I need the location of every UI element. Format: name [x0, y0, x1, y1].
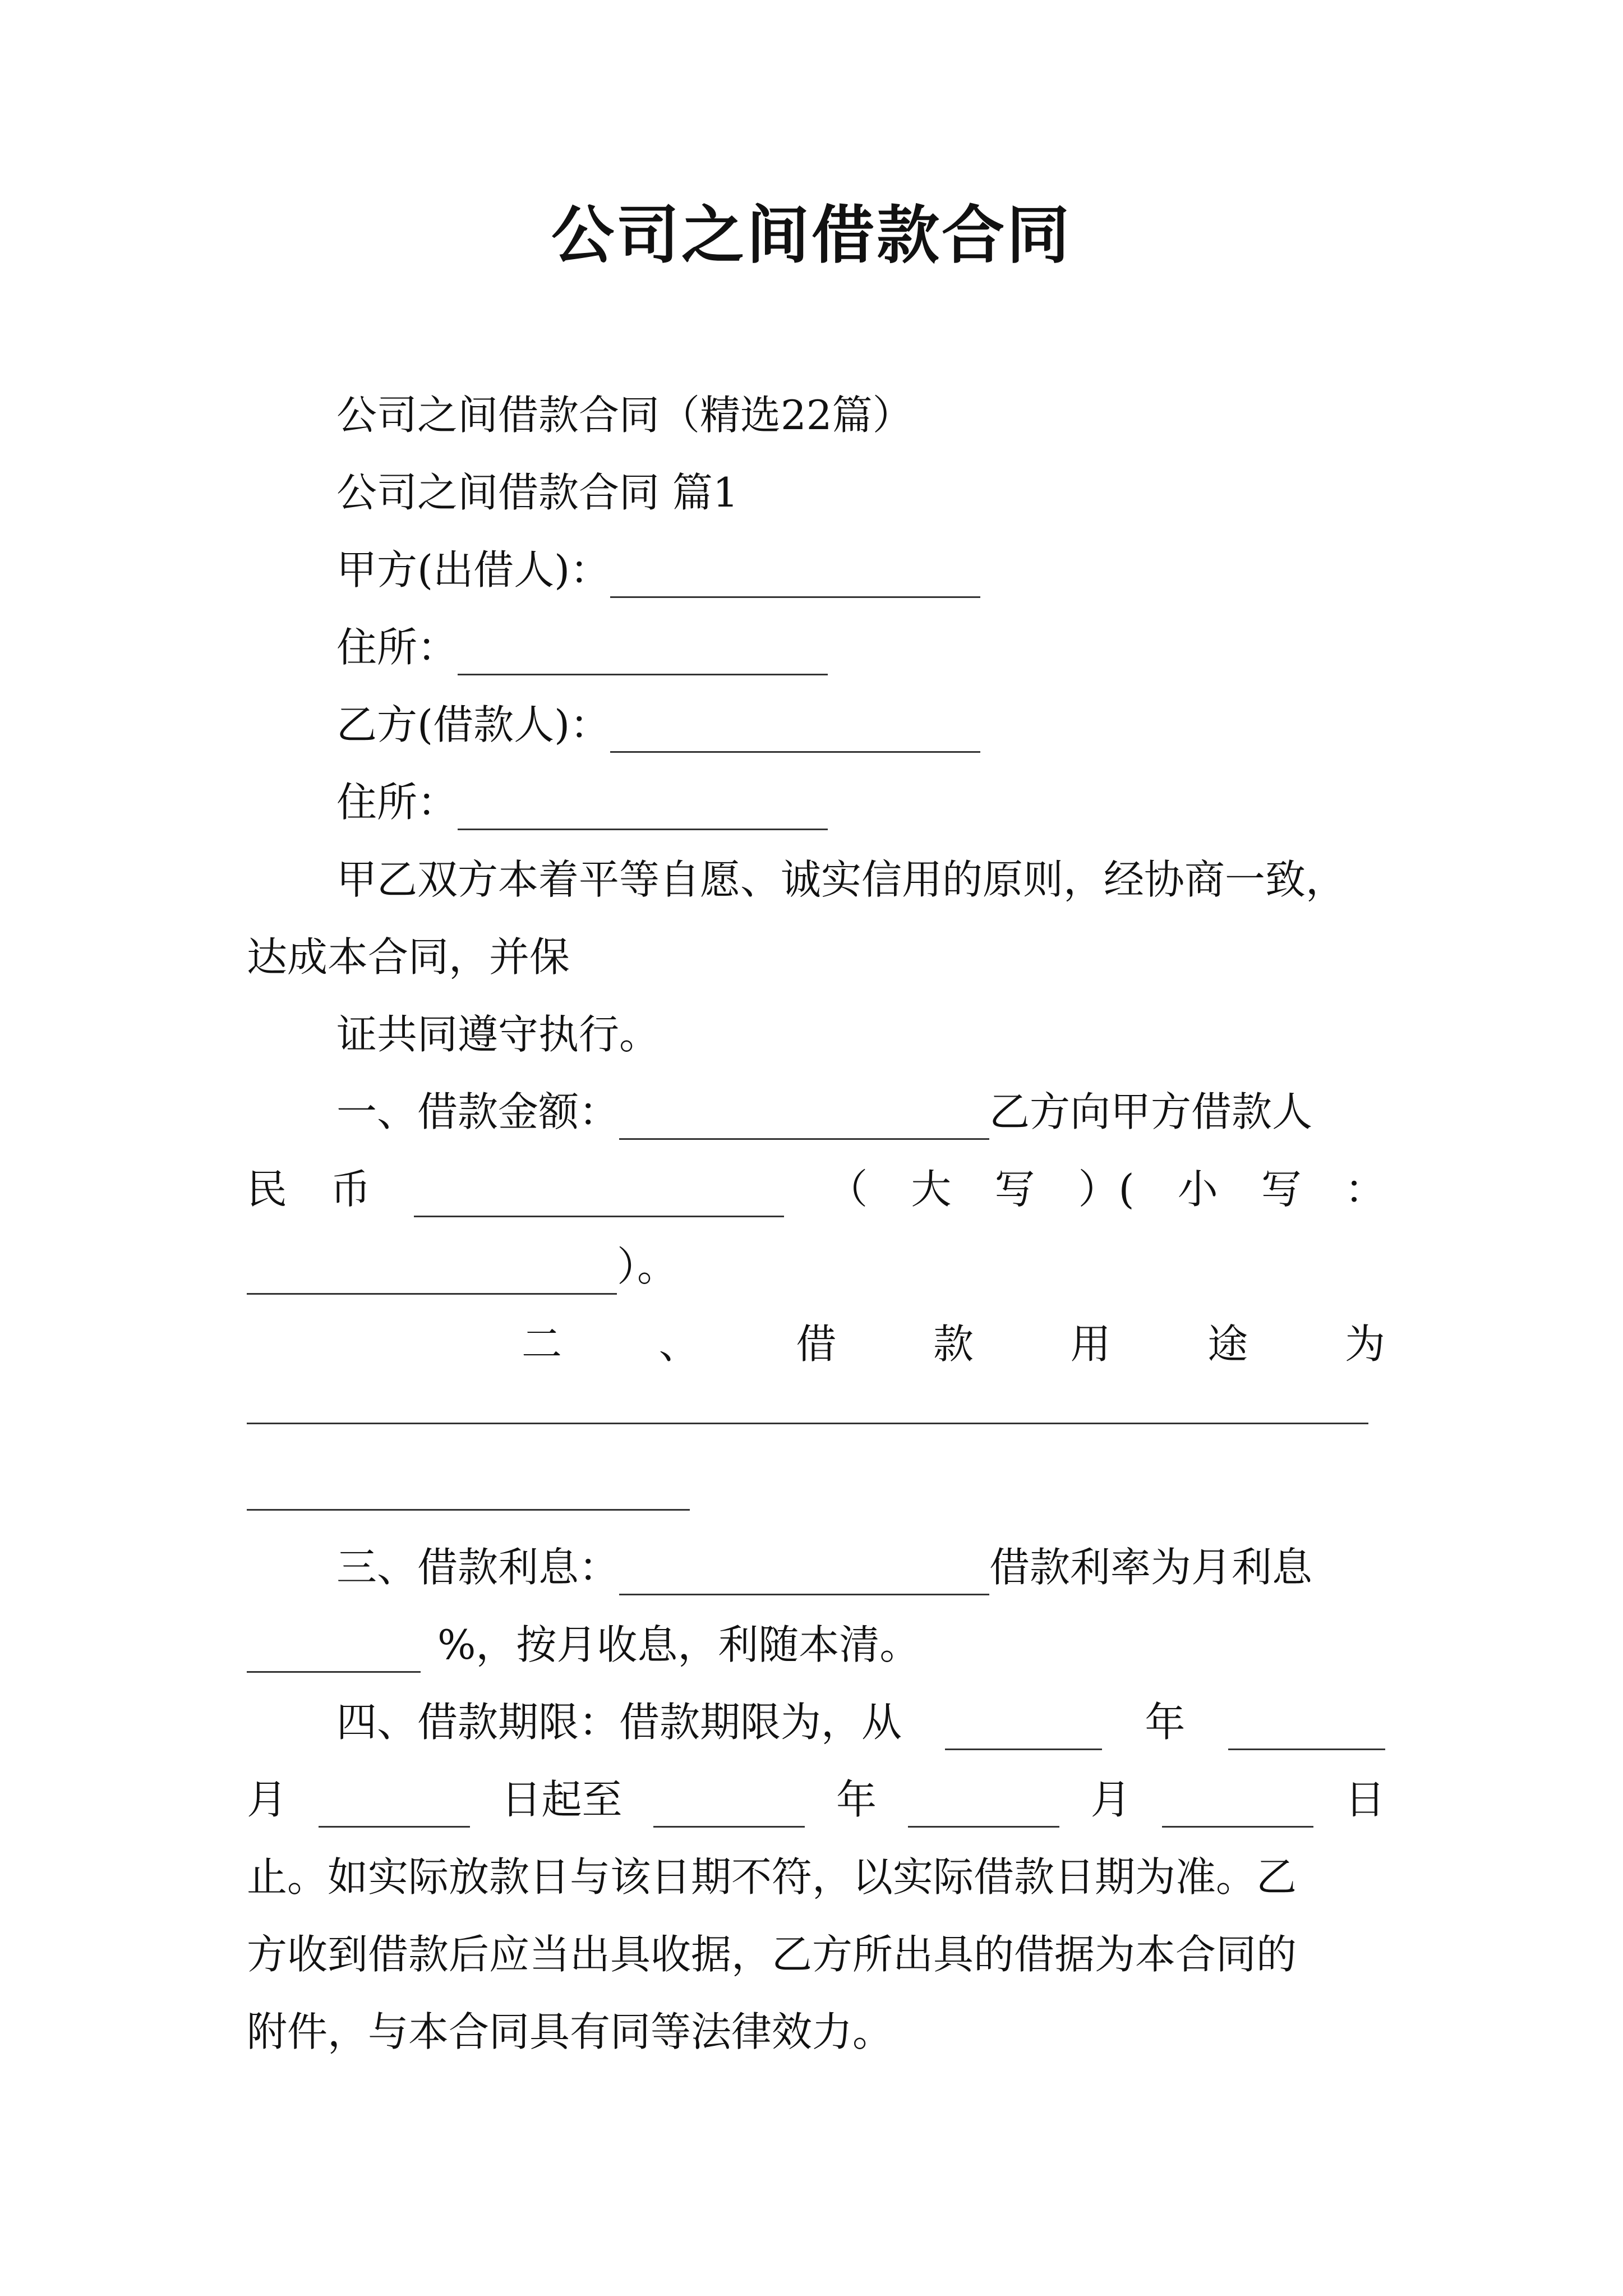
lowercase-amount-tail: ）。	[617, 1243, 678, 1290]
interest-blank	[619, 1545, 989, 1595]
loan-amount-line	[336, 1084, 1312, 1140]
term-dates-line	[247, 1772, 1385, 1828]
interest-rate-line	[247, 1617, 920, 1673]
paragraph-line: 方收到借款后应当出具收据，乙方所出具的借据为本合同的	[247, 1931, 1297, 1978]
text-char: 用	[1070, 1320, 1111, 1368]
text-char: 日	[1344, 1776, 1385, 1823]
party-a-blank	[610, 548, 980, 598]
text-char: 年	[836, 1776, 877, 1823]
section-heading: 公司之间借款合同 篇1	[336, 469, 739, 516]
text-char: 月	[1090, 1776, 1131, 1823]
currency-line	[247, 1161, 1385, 1217]
purpose-blank-2	[247, 1509, 690, 1511]
document-title: 公司之间借款合同	[551, 199, 1072, 272]
party-b-label: 乙方(借款人)：	[336, 701, 611, 748]
text-char: 写	[1261, 1166, 1302, 1213]
text-char: ）(	[1078, 1166, 1135, 1213]
interest-rate-blank	[247, 1623, 421, 1673]
address-b-blank	[458, 780, 828, 830]
purpose-blank-1	[247, 1423, 1368, 1424]
paragraph-line: 达成本合同，并保	[247, 933, 570, 981]
loan-purpose-line	[522, 1316, 1385, 1372]
paragraph-line: 附件，与本合同具有同等法律效力。	[247, 2008, 893, 2055]
party-b-line	[336, 697, 980, 753]
text-char: 借	[796, 1320, 837, 1368]
term-day-blank	[319, 1778, 470, 1828]
party-a-label: 甲方(出借人)：	[336, 546, 611, 593]
party-a-line	[336, 542, 980, 598]
text-char: 月	[247, 1776, 288, 1823]
interest-rate-tail: %，按月收息，利随本清。	[437, 1621, 920, 1668]
text-char: 民	[247, 1166, 288, 1213]
loan-amount-label: 一、借款金额：	[336, 1088, 620, 1135]
term-month-blank	[1228, 1700, 1385, 1750]
address-a-label: 住所：	[336, 624, 458, 671]
paragraph-line: 甲乙双方本着平等自愿、诚实信用的原则，经协商一致，	[336, 856, 1347, 903]
loan-amount-blank	[619, 1090, 989, 1140]
text-char: ：	[1344, 1166, 1385, 1213]
term-line	[336, 1694, 1385, 1750]
text-char: 为	[1344, 1320, 1385, 1368]
end-month-blank	[908, 1778, 1059, 1828]
text-char: 途	[1207, 1320, 1248, 1368]
interest-line	[336, 1539, 1312, 1595]
text-char: 款	[933, 1320, 974, 1368]
text-char: 币	[330, 1166, 371, 1213]
text-char: 写	[994, 1166, 1035, 1213]
party-b-blank	[610, 703, 980, 753]
address-b-label: 住所：	[336, 779, 458, 826]
text-char: 二	[522, 1320, 562, 1368]
text-char: 、	[658, 1320, 699, 1368]
paragraph-line: 止。如实际放款日与该日期不符，以实际借款日期为准。乙	[247, 1853, 1297, 1901]
address-a-blank	[458, 625, 828, 675]
text-char: 年	[1145, 1699, 1186, 1746]
end-day-blank	[1162, 1778, 1313, 1828]
text-char: （	[827, 1166, 868, 1213]
address-b-line	[336, 774, 828, 830]
paragraph-line: 证共同遵守执行。	[336, 1011, 660, 1058]
term-label: 四、借款期限：借款期限为，从	[336, 1699, 902, 1746]
text-char: 大	[911, 1166, 952, 1213]
lowercase-amount-blank	[247, 1245, 617, 1295]
interest-tail: 借款利率为月利息	[989, 1544, 1313, 1591]
currency-blank	[414, 1167, 784, 1217]
lowercase-amount-line	[247, 1239, 677, 1295]
term-year-blank	[945, 1700, 1102, 1750]
loan-amount-tail: 乙方向甲方借款人	[989, 1088, 1313, 1135]
interest-label: 三、借款利息：	[336, 1544, 620, 1591]
text-char: 小	[1177, 1166, 1218, 1213]
subtitle-line: 公司之间借款合同（精选22篇）	[336, 392, 913, 439]
text-char: 日起至	[501, 1776, 623, 1823]
address-a-line	[336, 619, 828, 675]
end-year-blank	[653, 1778, 805, 1828]
